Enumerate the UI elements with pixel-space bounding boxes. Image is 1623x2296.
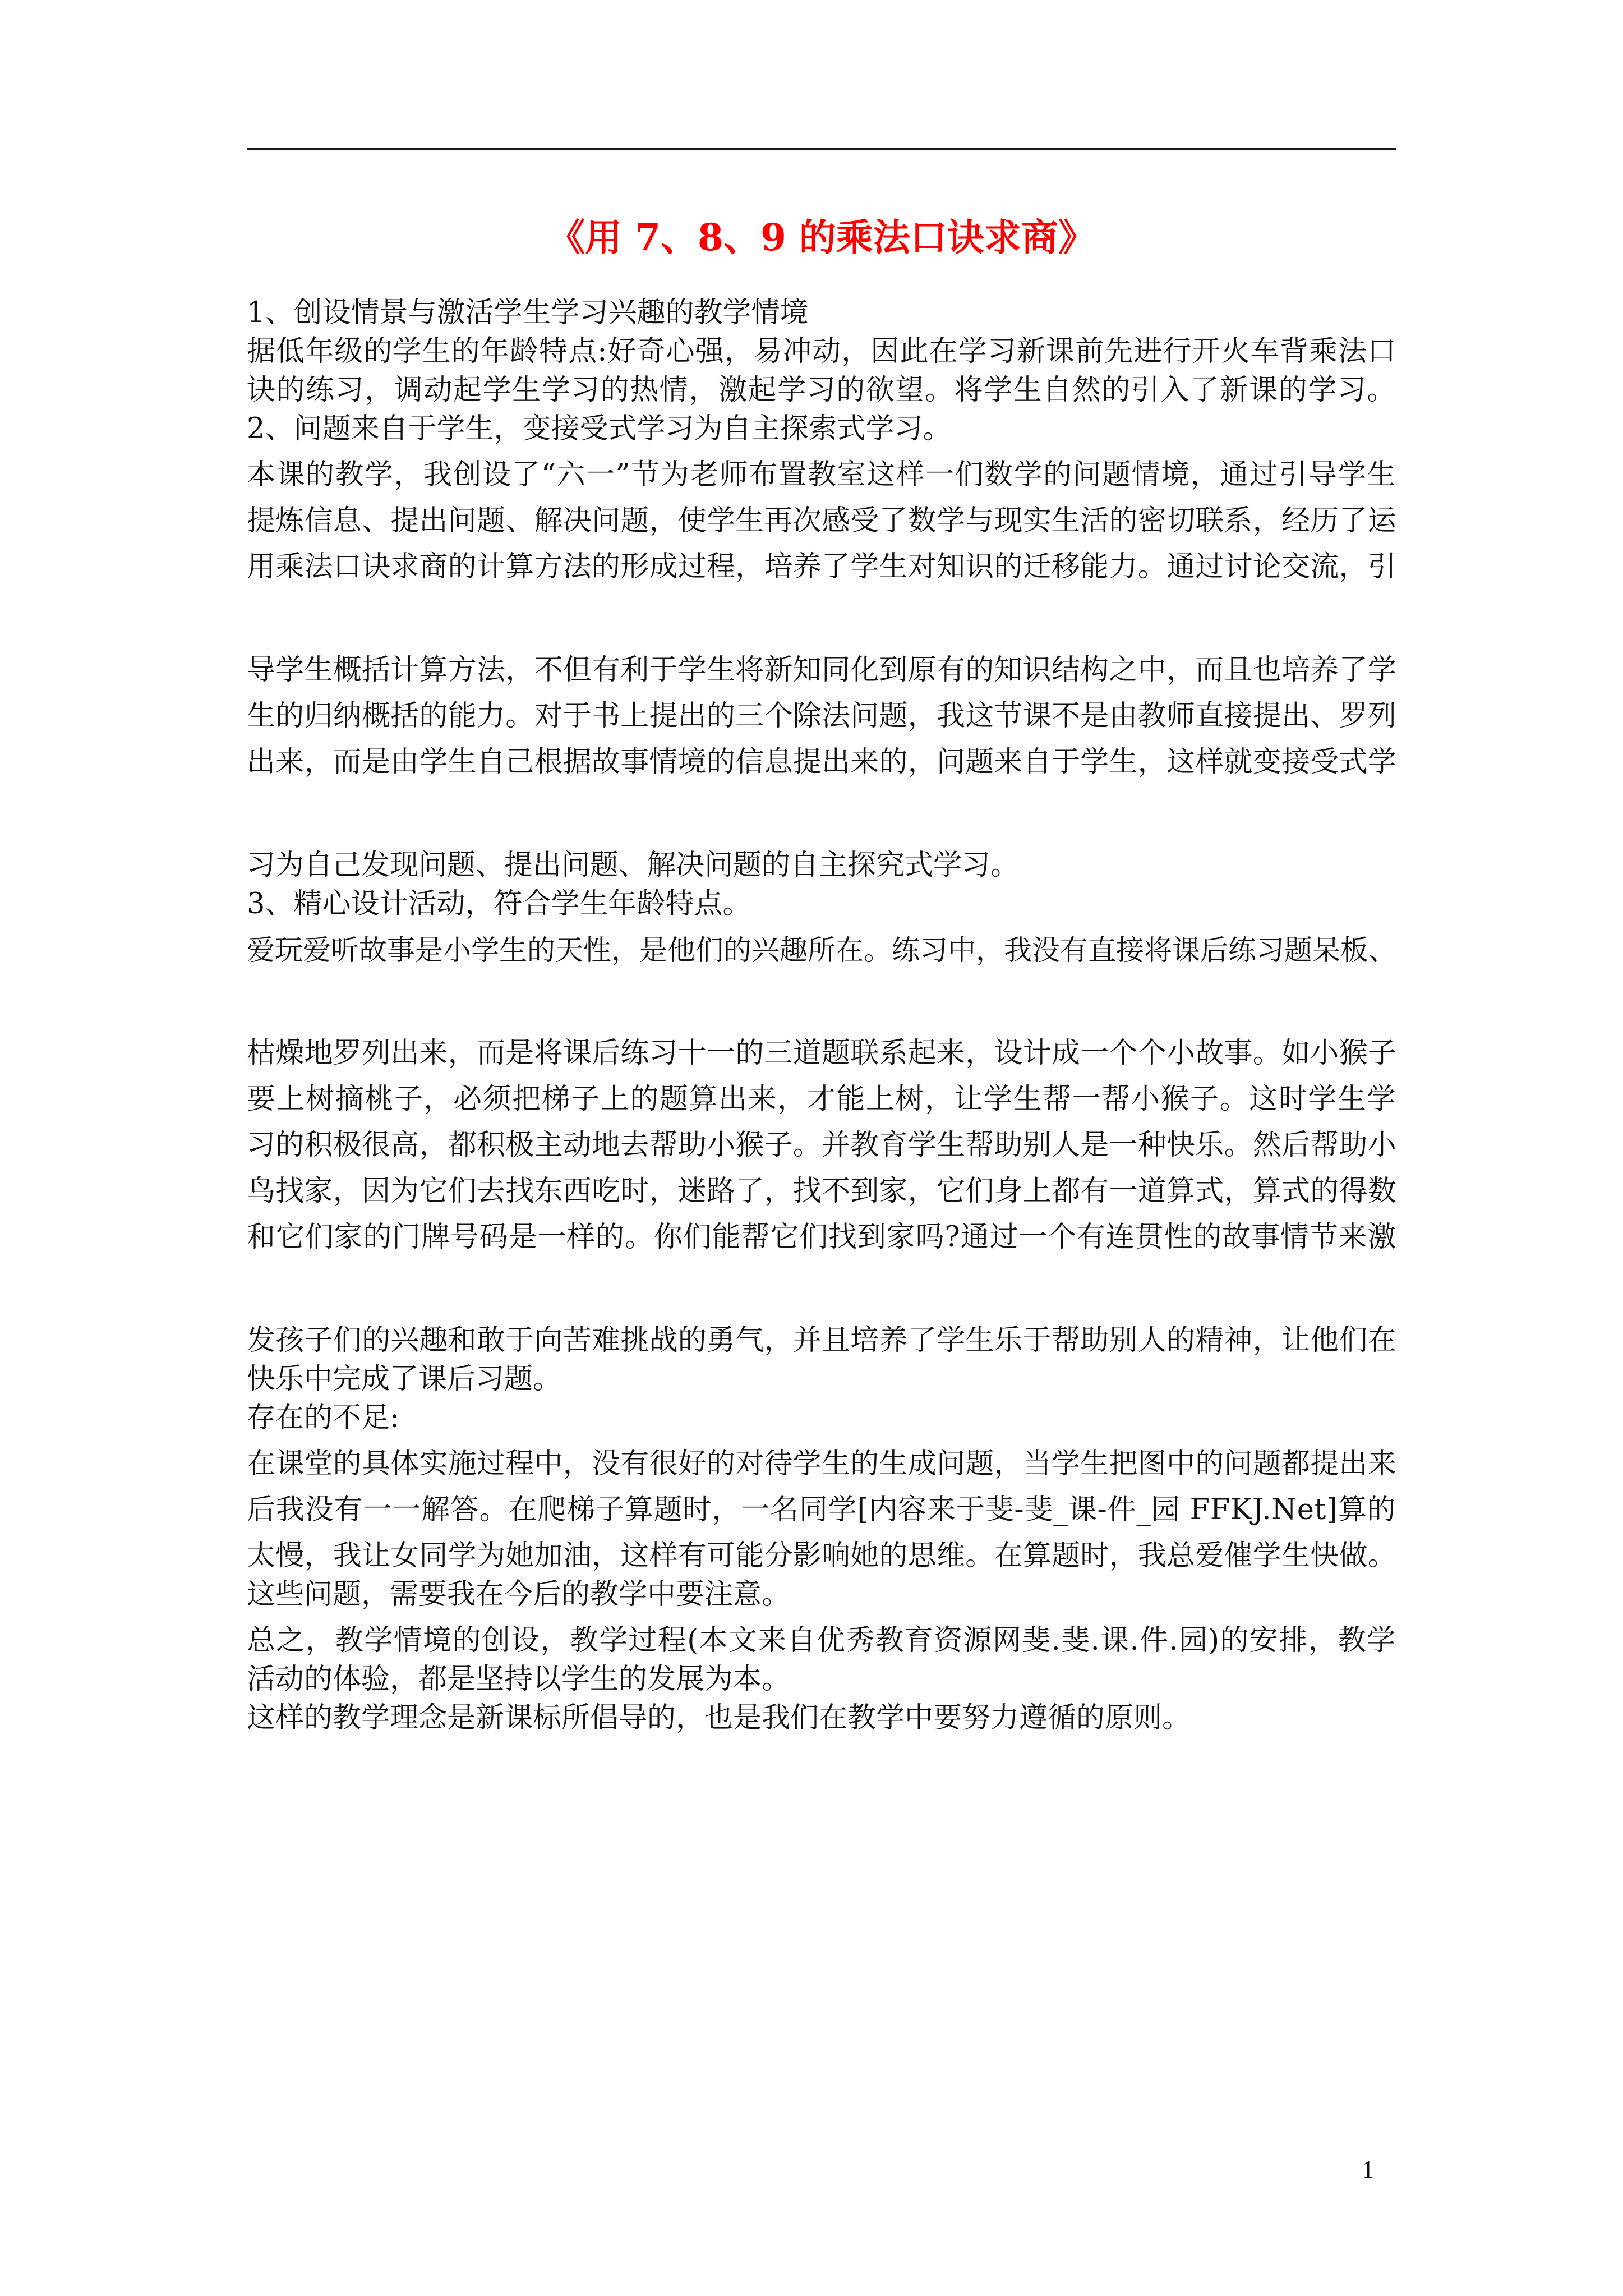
text-line: 这些问题，需要我在今后的教学中要注意。 (247, 1578, 791, 1611)
text-line: 习为自己发现问题、提出问题、解决问题的自主探究式学习。 (247, 849, 1020, 882)
text-line: 存在的不足: (247, 1401, 400, 1434)
text-line: 用乘法口诀求商的计算方法的形成过程，培养了学生对知识的迁移能力。通过讨论交流，引 (247, 550, 1397, 583)
page-number: 1 (1362, 2156, 1374, 2183)
text-line: 在课堂的具体实施过程中，没有很好的对待学生的生成问题，当学生把图中的问题都提出来 (247, 1447, 1397, 1480)
header-rule (247, 148, 1396, 150)
text-line: 本课的教学，我创设了“六一”节为老师布置教室这样一们数学的问题情境，通过引导学生 (247, 458, 1397, 491)
text-line: 据低年级的学生的年龄特点:好奇心强，易冲动，因此在学习新课前先进行开火车背乘法口 (247, 335, 1397, 368)
text-line: 发孩子们的兴趣和敢于向苦难挑战的勇气，并且培养了学生乐于帮助别人的精神，让他们在 (247, 1324, 1397, 1357)
text-line: 鸟找家，因为它们去找东西吃时，迷路了，找不到家，它们身上都有一道算式，算式的得数 (247, 1175, 1397, 1208)
text-line: 习的积极很高，都积极主动地去帮助小猴子。并教育学生帮助别人是一种快乐。然后帮助小 (247, 1129, 1397, 1162)
text-line: 后我没有一一解答。在爬梯子算题时，一名同学[内容来于斐-斐_课-件_园 FFKJ.Net]算的 (247, 1493, 1396, 1526)
text-line: 出来，而是由学生自己根据故事情境的信息提出来的，问题来自于学生，这样就变接受式学 (247, 746, 1397, 779)
text-line: 总之，教学情境的创设，教学过程(本文来自优秀教育资源网斐.斐.课.件.园)的安排，教学 (247, 1624, 1396, 1657)
text-line: 这样的教学理念是新课标所倡导的，也是我们在教学中要努力遵循的原则。 (247, 1701, 1191, 1734)
text-line: 3、精心设计活动，符合学生年龄特点。 (247, 887, 751, 921)
text-line: 快乐中完成了课后习题。 (247, 1363, 562, 1396)
text-line: 生的归纳概括的能力。对于书上提出的三个除法问题，我这节课不是由教师直接提出、罗列 (247, 700, 1397, 733)
text-line: 枯燥地罗列出来，而是将课后练习十一的三道题联系起来，设计成一个个小故事。如小猴子 (247, 1037, 1397, 1070)
text-line: 提炼信息、提出问题、解决问题，使学生再次感受了数学与现实生活的密切联系，经历了运 (247, 504, 1397, 537)
text-line: 和它们家的门牌号码是一样的。你们能帮它们找到家吗?通过一个有连贯性的故事情节来激 (247, 1221, 1397, 1254)
text-line: 诀的练习，调动起学生学习的热情，激起学习的欲望。将学生自然的引入了新课的学习。 (247, 374, 1397, 407)
document-title: 《用 7、8、9 的乘法口诀求商》 (548, 215, 1095, 259)
text-line: 2、问题来自于学生，变接受式学习为自主探索式学习。 (247, 412, 952, 445)
text-line: 太慢，我让女同学为她加油，这样有可能分影响她的思维。在算题时，我总爱催学生快做。 (247, 1539, 1397, 1572)
text-line: 导学生概括计算方法，不但有利于学生将新知同化到原有的知识结构之中，而且也培养了学 (247, 654, 1397, 687)
text-line: 要上树摘桃子，必须把梯子上的题算出来，才能上树，让学生帮一帮小猴子。这时学生学 (247, 1083, 1397, 1116)
text-line: 1、创设情景与激活学生学习兴趣的教学情境 (247, 296, 809, 329)
text-line: 爱玩爱听故事是小学生的天性，是他们的兴趣所在。练习中，我没有直接将课后练习题呆板、 (247, 934, 1396, 967)
text-line: 活动的体验，都是坚持以学生的发展为本。 (247, 1663, 791, 1696)
